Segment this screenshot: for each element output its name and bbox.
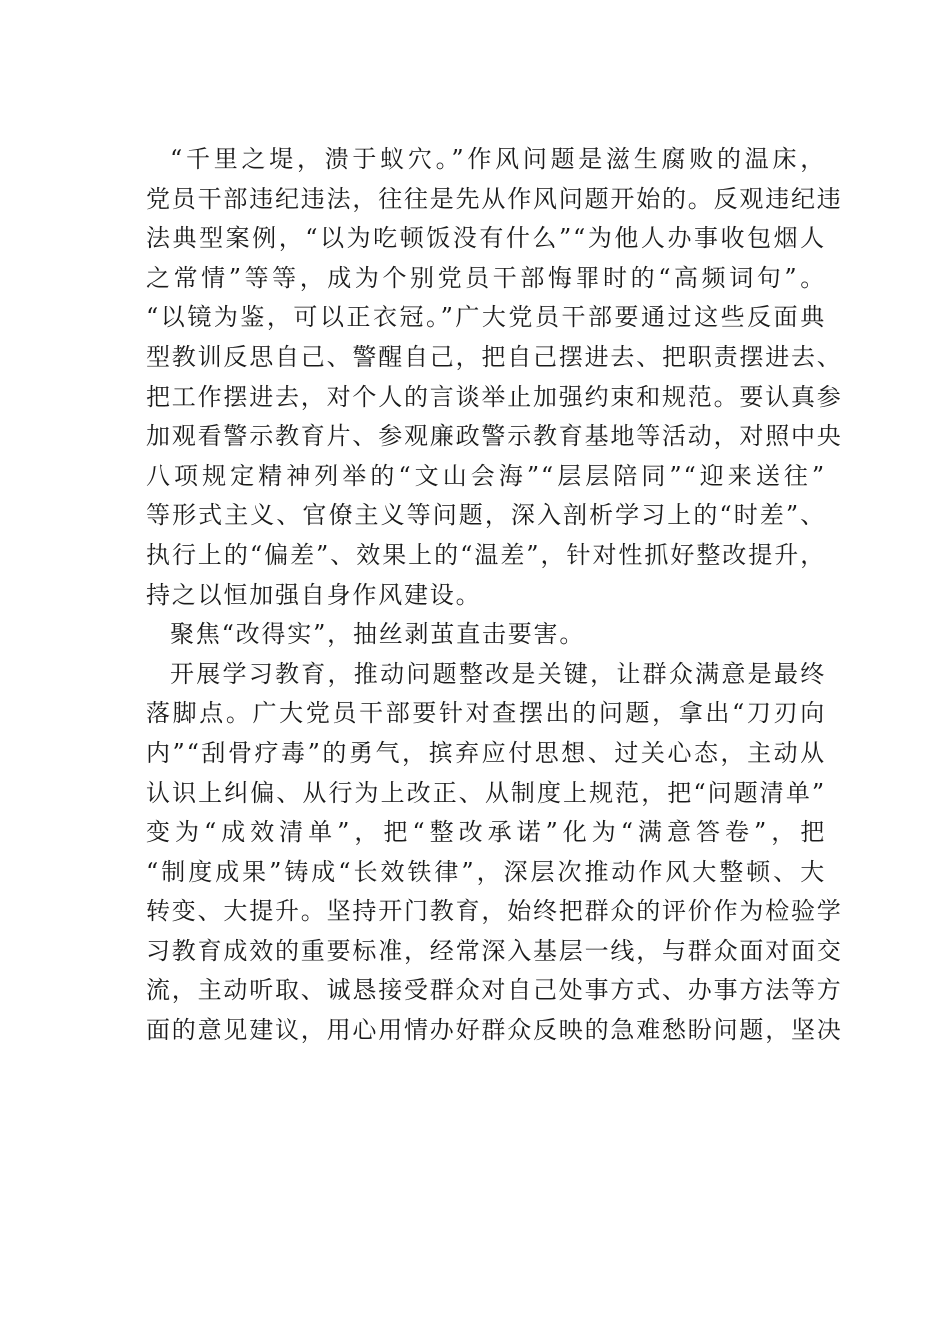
- paragraph-work-style: [146, 140, 843, 615]
- text-line: 党员干部违纪违法，往往是先从作风问题开始的。反观违纪违: [146, 184, 843, 213]
- text-line: 开展学习教育，推动问题整改是关键，让群众满意是最终: [170, 659, 826, 688]
- paragraph-rectification: [146, 655, 843, 1051]
- text-line: 之常情”等等，成为个别党员干部悔罪时的“高频词句”。: [146, 263, 826, 292]
- text-line: “以镜为鉴，可以正衣冠。”广大党员干部要通过这些反面典: [146, 303, 826, 332]
- text-line: 持之以恒加强自身作风建设。: [146, 580, 482, 609]
- text-line: 型教训反思自己、警醒自己，把自己摆进去、把职责摆进去、: [146, 342, 843, 371]
- text-line: 习教育成效的重要标准，经常深入基层一线，与群众面对面交: [146, 936, 843, 965]
- section-heading: [146, 615, 826, 655]
- heading-line: 聚焦“改得实”，抽丝剥茧直击要害。: [170, 620, 586, 649]
- text-line: “制度成果”铸成“长效铁律”，深层次推动作风大整顿、大: [146, 857, 826, 886]
- document-body: [146, 140, 843, 1051]
- text-line: 法典型案例，“以为吃顿饭没有什么”“为他人办事收包烟人: [146, 224, 826, 253]
- text-line: 变为“成效清单”，把“整改承诺”化为“满意答卷”，把: [146, 818, 826, 847]
- text-line: 认识上纠偏、从行为上改正、从制度上规范，把“问题清单”: [146, 778, 826, 807]
- text-line: 面的意见建议，用心用情办好群众反映的急难愁盼问题，坚决: [146, 1016, 843, 1045]
- text-line: 流，主动听取、诚恳接受群众对自己处事方式、办事方法等方: [146, 976, 843, 1005]
- text-line: 落脚点。广大党员干部要针对查摆出的问题，拿出“刀刃向: [146, 699, 826, 728]
- text-line: “千里之堤，溃于蚁穴。”作风问题是滋生腐败的温床，: [170, 145, 826, 173]
- text-line: 八项规定精神列举的“文山会海”“层层陪同”“迎来送往”: [146, 461, 826, 490]
- text-line: 加观看警示教育片、参观廉政警示教育基地等活动，对照中央: [146, 422, 843, 451]
- text-line: 执行上的“偏差”、效果上的“温差”，针对性抓好整改提升，: [146, 540, 826, 569]
- text-line: 把工作摆进去，对个人的言谈举止加强约束和规范。要认真参: [146, 382, 843, 411]
- text-line: 内”“刮骨疗毒”的勇气，摈弃应付思想、过关心态，主动从: [146, 738, 826, 767]
- text-line: 等形式主义、官僚主义等问题，深入剖析学习上的“时差”、: [146, 501, 826, 530]
- text-line: 转变、大提升。坚持开门教育，始终把群众的评价作为检验学: [146, 897, 843, 926]
